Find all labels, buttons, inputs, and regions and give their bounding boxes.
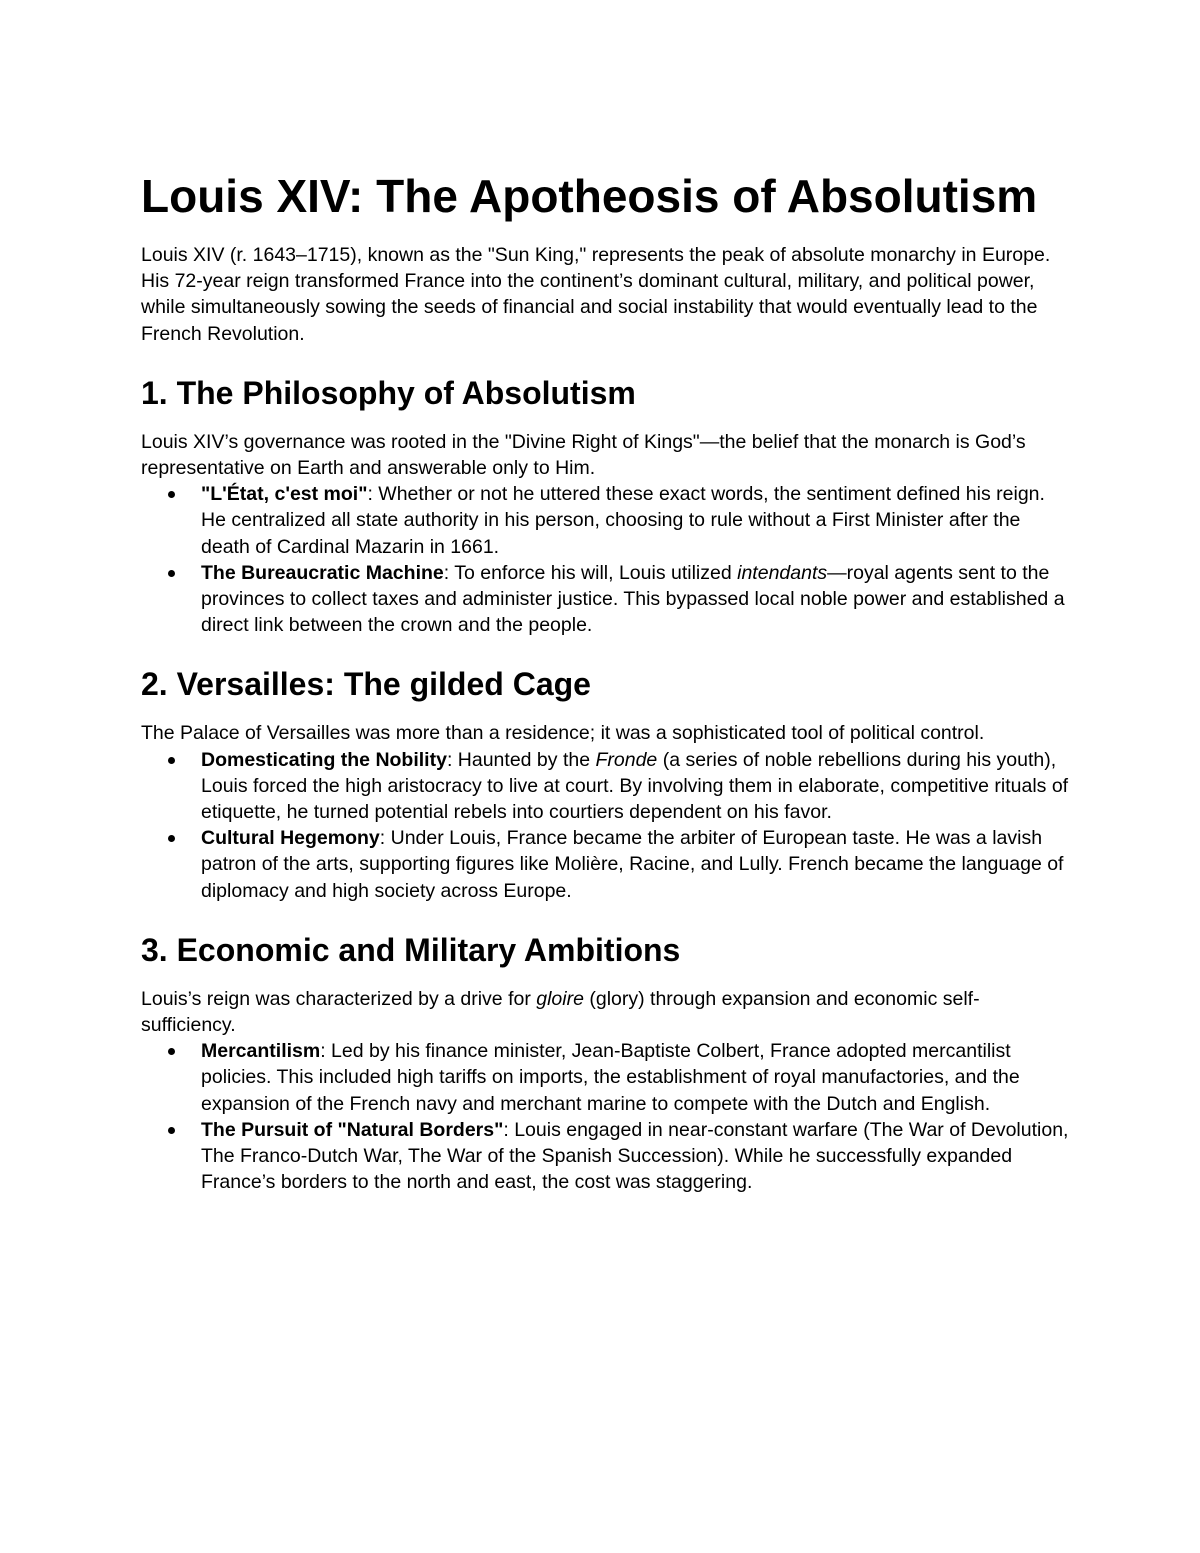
section-intro: The Palace of Versailles was more than a residence; it was a sophisticated tool of political control. (141, 722, 985, 745)
list-item (201, 560, 1071, 639)
intro-paragraph: Louis XIV (r. 1643–1715), known as the "Sun King," represents the peak of absolute monarchy in Europe. His 72-year reign transformed France into the continent’s dominant cultural, military, and political power, while simultaneously sowing the seeds of financial and social instability that would eventually lead to the French Revolution. (141, 244, 1051, 345)
document-title: Louis XIV: The Apotheosis of Absolutism (141, 170, 1038, 222)
bullet-term: The Bureaucratic Machine (201, 561, 444, 584)
list-item (201, 825, 1071, 904)
bullet-list (141, 481, 1071, 638)
bullet-text: : Led by his finance minister, Jean-Baptiste Colbert, France adopted mercantilist policies. This included high tariffs on imports, the establishment of royal manufactories, and the expansion of the French navy and merchant marine to compete with the Dutch and English. (201, 1040, 1020, 1115)
list-item (201, 481, 1071, 560)
bullet-emphasis: intendants (737, 561, 828, 584)
bullet-emphasis: Fronde (595, 748, 658, 771)
section-heading: 1. The Philosophy of Absolutism (141, 374, 636, 411)
intro-text: Louis’s reign was characterized by a drive for (141, 987, 537, 1010)
list-item (201, 747, 1071, 826)
section-intro (141, 986, 1071, 1038)
bullet-term: "L'État, c'est moi" (201, 483, 368, 506)
bullet-term: The Pursuit of "Natural Borders" (201, 1118, 504, 1141)
section-intro: Louis XIV’s governance was rooted in the "Divine Right of Kings"—the belief that the monarch is God’s representative on Earth and answerable only to Him. (141, 430, 1026, 480)
bullet-text: : Under Louis, France became the arbiter of European taste. He was a lavish patron of the arts, supporting figures like Molière, Racine, and Lully. French became the language of diplomacy and high society across Europe. (201, 827, 1064, 902)
document-page (141, 168, 1071, 1195)
list-item (201, 1038, 1071, 1117)
bullet-text: —royal agents sent to the provinces to collect taxes and administer justice. This bypassed local noble power and established a direct link between the crown and the people. (201, 561, 1065, 637)
bullet-list (141, 1038, 1071, 1195)
bullet-text: (a series of noble rebellions during his youth), Louis forced the high aristocracy to live at court. By involving them in elaborate, competitive rituals of etiquette, he turned potential rebels into courtiers dependent on his favor. (201, 748, 1069, 824)
bullet-list (141, 747, 1071, 904)
bullet-text: : To enforce his will, Louis utilized (443, 561, 738, 584)
bullet-term: Mercantilism (201, 1040, 321, 1063)
intro-emphasis: gloire (536, 987, 584, 1010)
bullet-term: Cultural Hegemony (201, 827, 380, 850)
bullet-text: : Louis engaged in near-constant warfare (The War of Devolution, The Franco-Dutch War, The War of the Spanish Succession). While he successfully expanded France’s borders to the north and east, the cost was staggering. (201, 1118, 1069, 1194)
list-item (201, 1117, 1071, 1196)
bullet-text: : Whether or not he uttered these exact words, the sentiment defined his reign. He centralized all state authority in his person, choosing to rule without a First Minister after the death of Cardinal Mazarin in 1661. (201, 483, 1045, 558)
intro-text: (glory) through expansion and economic self-sufficiency. (141, 987, 980, 1037)
bullet-term: Domesticating the Nobility (201, 748, 447, 771)
bullet-text: : Haunted by the (446, 748, 596, 771)
section-heading: 3. Economic and Military Ambitions (141, 931, 681, 968)
section-heading: 2. Versailles: The gilded Cage (141, 666, 591, 703)
